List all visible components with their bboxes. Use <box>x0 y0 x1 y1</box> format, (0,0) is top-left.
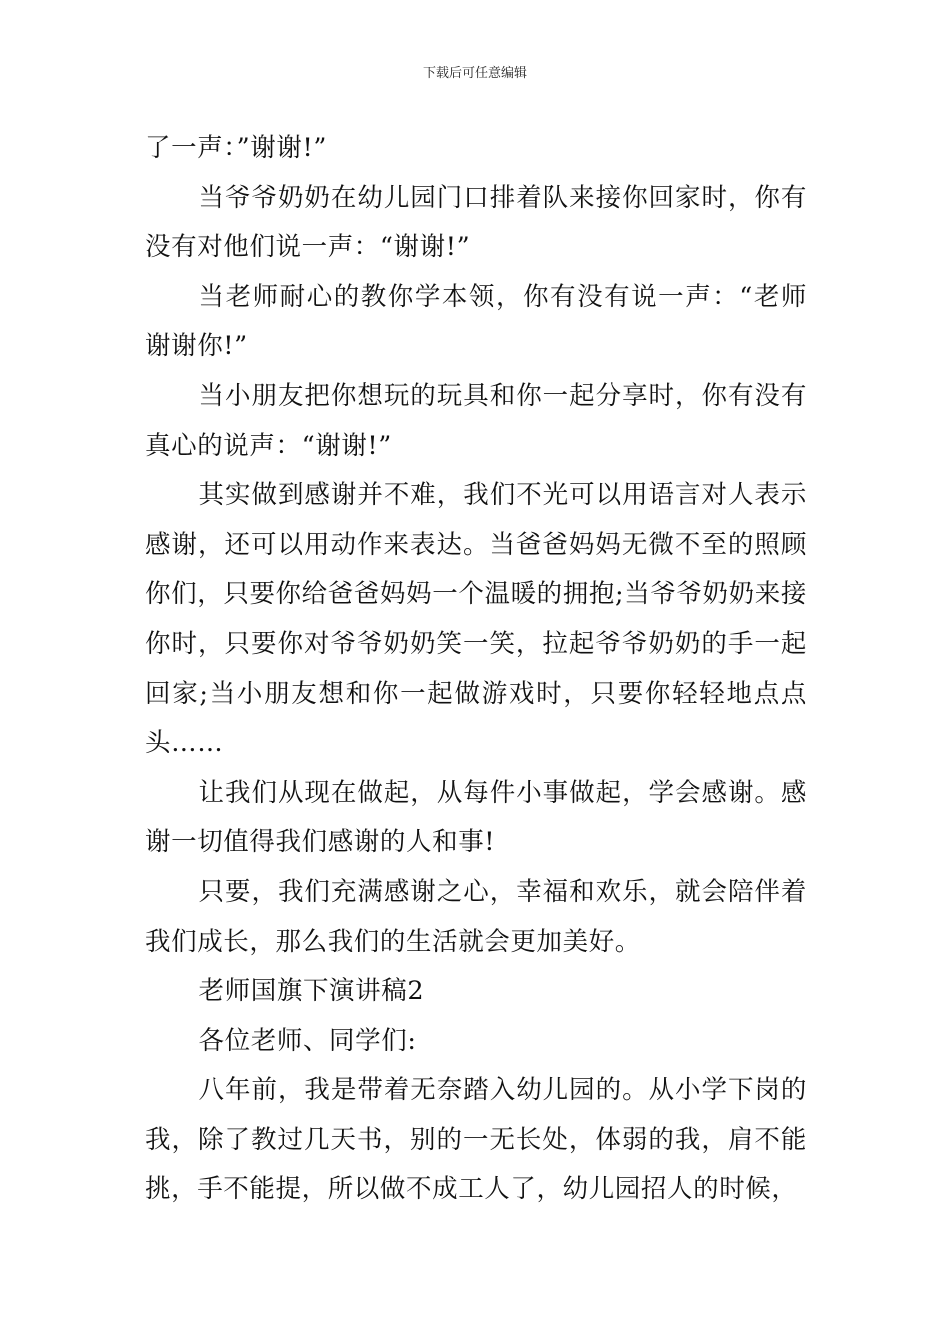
page-header: 下载后可任意编辑 <box>422 66 527 81</box>
paragraph-continuation: 了一声：”谢谢!” <box>145 133 327 163</box>
section-title: 老师国旗下演讲稿2 <box>198 976 425 1007</box>
paragraph: 当爷爷奶奶在幼儿园门口排着队来接你回家时，你有没有对他们说一声：“谢谢!” <box>145 182 807 263</box>
salutation: 各位老师、同学们: <box>198 1025 417 1056</box>
paragraph: 当老师耐心的教你学本领，你有没有说一声：“老师谢谢你!” <box>145 281 807 362</box>
paragraph: 其实做到感谢并不难，我们不光可以用语言对人表示感谢，还可以用动作来表达。当爸爸妈妈无微不至的照顾你们，只要你给爸爸妈妈一个温暖的拥抱;当爷爷奶奶来接你时，只要你对爷爷奶奶笑一笑，拉起爷爷奶奶的手一起回家;当小朋友想和你一起做游戏时，只要你轻轻地点点头…… <box>145 480 807 759</box>
paragraph: 让我们从现在做起，从每件小事做起，学会感谢。感谢一切值得我们感谢的人和事! <box>145 777 807 858</box>
paragraph: 当小朋友把你想玩的玩具和你一起分享时，你有没有真心的说声：“谢谢!” <box>145 380 807 461</box>
paragraph: 只要，我们充满感谢之心，幸福和欢乐，就会陪伴着我们成长，那么我们的生活就会更加美好。 <box>145 876 807 957</box>
document-body <box>145 124 807 1215</box>
paragraph: 八年前，我是带着无奈踏入幼儿园的。从小学下岗的我，除了教过几天书，别的一无长处，体弱的我，肩不能挑，手不能提，所以做不成工人了，幼儿园招人的时候， <box>145 1075 807 1205</box>
